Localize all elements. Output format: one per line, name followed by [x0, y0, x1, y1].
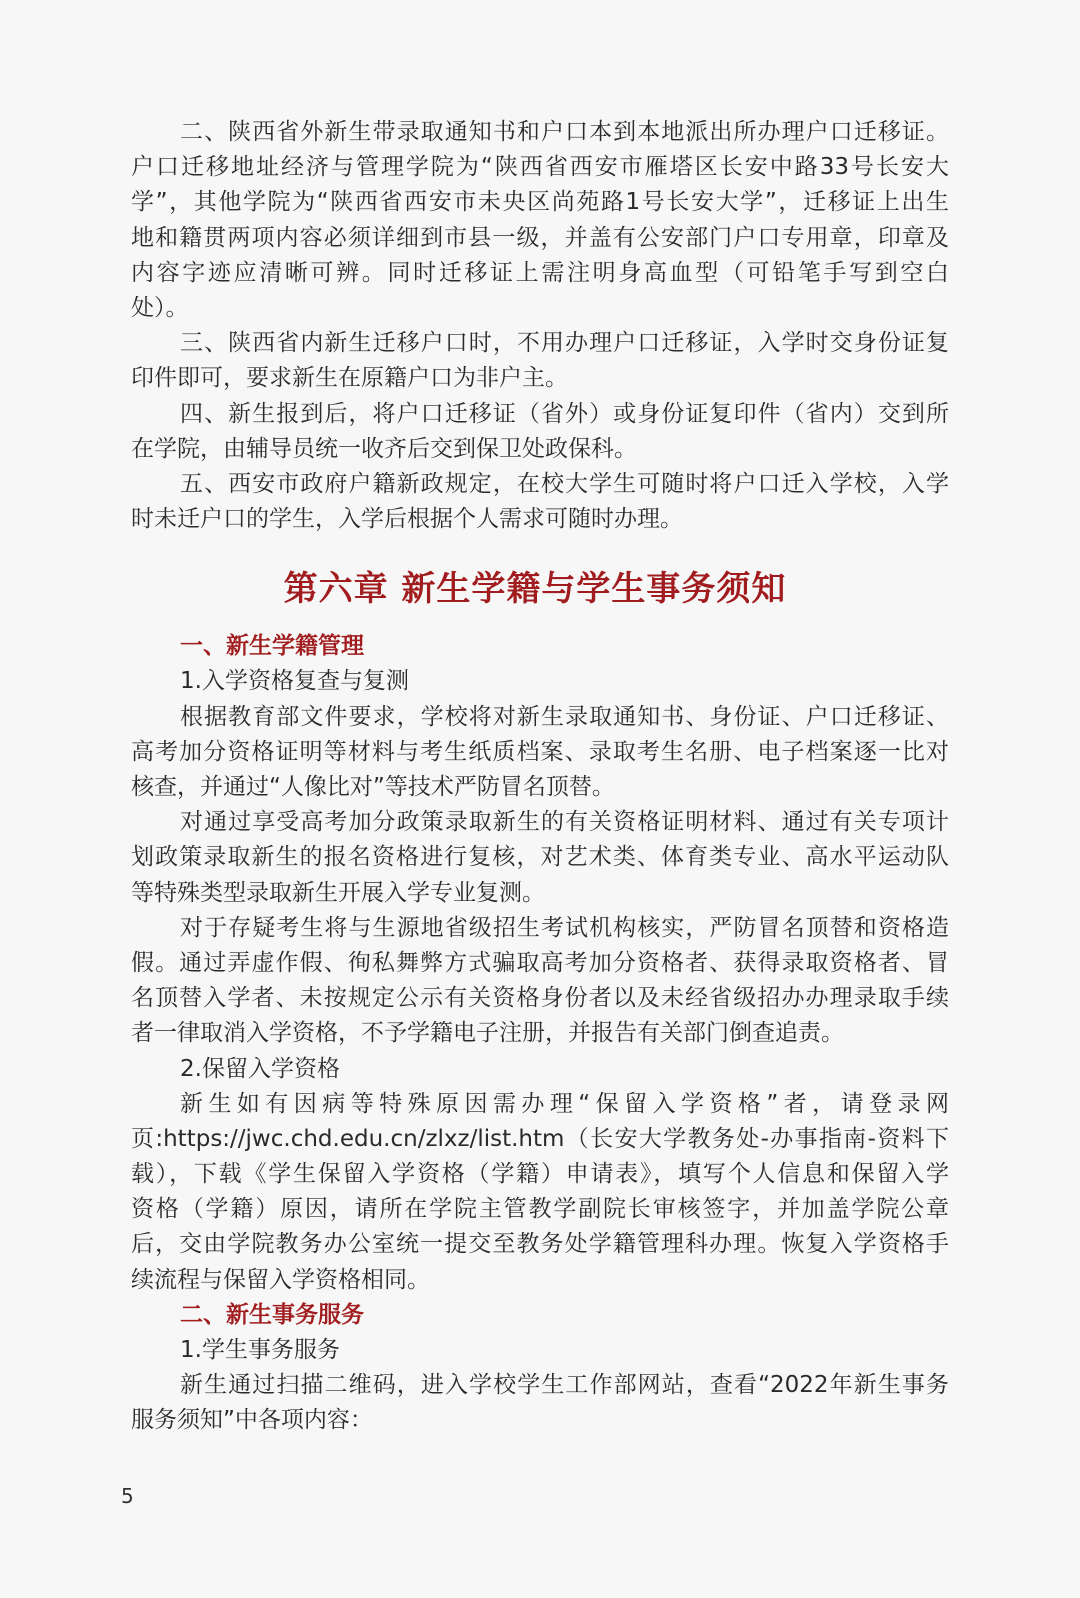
text-line: 载），下载《学生保留入学资格（学籍）申请表》，填写个人信息和保留入学 [131, 1161, 949, 1188]
text-line: 后，交由学院教务办公室统一提交至教务处学籍管理科办理。恢复入学资格手 [131, 1231, 949, 1258]
section-heading [131, 629, 949, 664]
text-line: 印件即可，要求新生在原籍户口为非户主。 [131, 365, 568, 392]
section-heading [131, 1298, 949, 1333]
text-line: 新生通过扫描二维码，进入学校学生工作部网站，查看“2022年新生事务 [180, 1372, 949, 1399]
text-line: 核查，并通过“人像比对”等技术严防冒名顶替。 [131, 774, 615, 800]
paragraph [131, 1333, 949, 1368]
text-line: 新生如有因病等特殊原因需办理“保留入学资格”者，请登录网 [180, 1090, 949, 1117]
paragraph [131, 805, 949, 911]
text-line: 五、西安市政府户籍新政规定，在校大学生可随时将户口迁入学校，入学 [180, 470, 949, 497]
text-line: 时未迁户口的学生，入学后根据个人需求可随时办理。 [131, 506, 683, 533]
text-line: 内容字迹应清晰可辨。同时迁移证上需注明身高血型（可铅笔手写到空白 [131, 259, 949, 286]
text-line: 处）。 [131, 294, 189, 321]
text-line: 一、新生学籍管理 [180, 633, 364, 660]
text-line: 户口迁移地址经济与管理学院为“陕西省西安市雁塔区长安中路33号长安大 [131, 154, 949, 181]
text-line: 二、新生事务服务 [180, 1301, 364, 1328]
paragraph [131, 397, 949, 467]
text-line: 对于存疑考生将与生源地省级招生考试机构核实，严防冒名顶替和资格造 [180, 914, 949, 941]
text-line: 1.入学资格复查与复测 [180, 668, 409, 695]
text-line: 对通过享受高考加分政策录取新生的有关资格证明材料、通过有关专项计 [180, 809, 949, 836]
text-line: 等特殊类型录取新生开展入学专业复测。 [131, 879, 545, 906]
text-line: 名顶替入学者、未按规定公示有关资格身份者以及未经省级招办办理录取手续 [131, 985, 949, 1012]
paragraph [131, 700, 949, 806]
text-line: 学”，其他学院为“陕西省西安市未央区尚苑路1号长安大学”，迁移证上出生 [131, 189, 949, 216]
text-line: 高考加分资格证明等材料与考生纸质档案、录取考生名册、电子档案逐一比对 [131, 738, 949, 765]
text-line: 三、陕西省内新生迁移户口时，不用办理户口迁移证，入学时交身份证复 [180, 330, 949, 357]
text-line: 页:https://jwc.chd.edu.cn/zlxz/list.htm（长安大学教务处-办事指南-资料下 [131, 1125, 949, 1152]
paragraph [131, 911, 949, 1052]
text-line: 地和籍贯两项内容必须详细到市县一级，并盖有公安部门户口专用章，印章及 [131, 224, 949, 251]
text-line: 假。通过弄虚作假、徇私舞弊方式骗取高考加分资格者、获得录取资格者、冒 [131, 949, 949, 976]
chapter-title: 第六章 新生学籍与学生事务须知 [283, 569, 787, 610]
paragraph [131, 326, 949, 396]
text-line: 根据教育部文件要求，学校将对新生录取通知书、身份证、户口迁移证、 [180, 703, 949, 730]
text-line: 1.学生事务服务 [180, 1337, 340, 1363]
text-line: 2.保留入学资格 [180, 1055, 340, 1082]
paragraph [131, 1087, 949, 1298]
text-line: 在学院，由辅导员统一收齐后交到保卫处政保科。 [131, 435, 637, 462]
page-number: 5 [121, 1484, 134, 1508]
paragraph [131, 467, 949, 537]
text-line: 者一律取消入学资格，不予学籍电子注册，并报告有关部门倒查追责。 [131, 1020, 844, 1047]
text-line: 二、陕西省外新生带录取通知书和户口本到本地派出所办理户口迁移证。 [180, 119, 949, 145]
text-line: 四、新生报到后，将户口迁移证（省外）或身份证复印件（省内）交到所 [180, 400, 949, 427]
text-line: 服务须知”中各项内容： [131, 1407, 373, 1434]
document-body [131, 115, 949, 1439]
chapter-heading [131, 549, 949, 629]
text-line: 划政策录取新生的报名资格进行复核，对艺术类、体育类专业、高水平运动队 [131, 844, 949, 871]
text-line: 续流程与保留入学资格相同。 [131, 1266, 430, 1293]
paragraph [131, 1052, 949, 1087]
text-line: 资格（学籍）原因，请所在学院主管教学副院长审核签字，并加盖学院公章 [131, 1196, 949, 1223]
paragraph [131, 664, 949, 699]
paragraph [131, 115, 949, 326]
paragraph [131, 1368, 949, 1438]
